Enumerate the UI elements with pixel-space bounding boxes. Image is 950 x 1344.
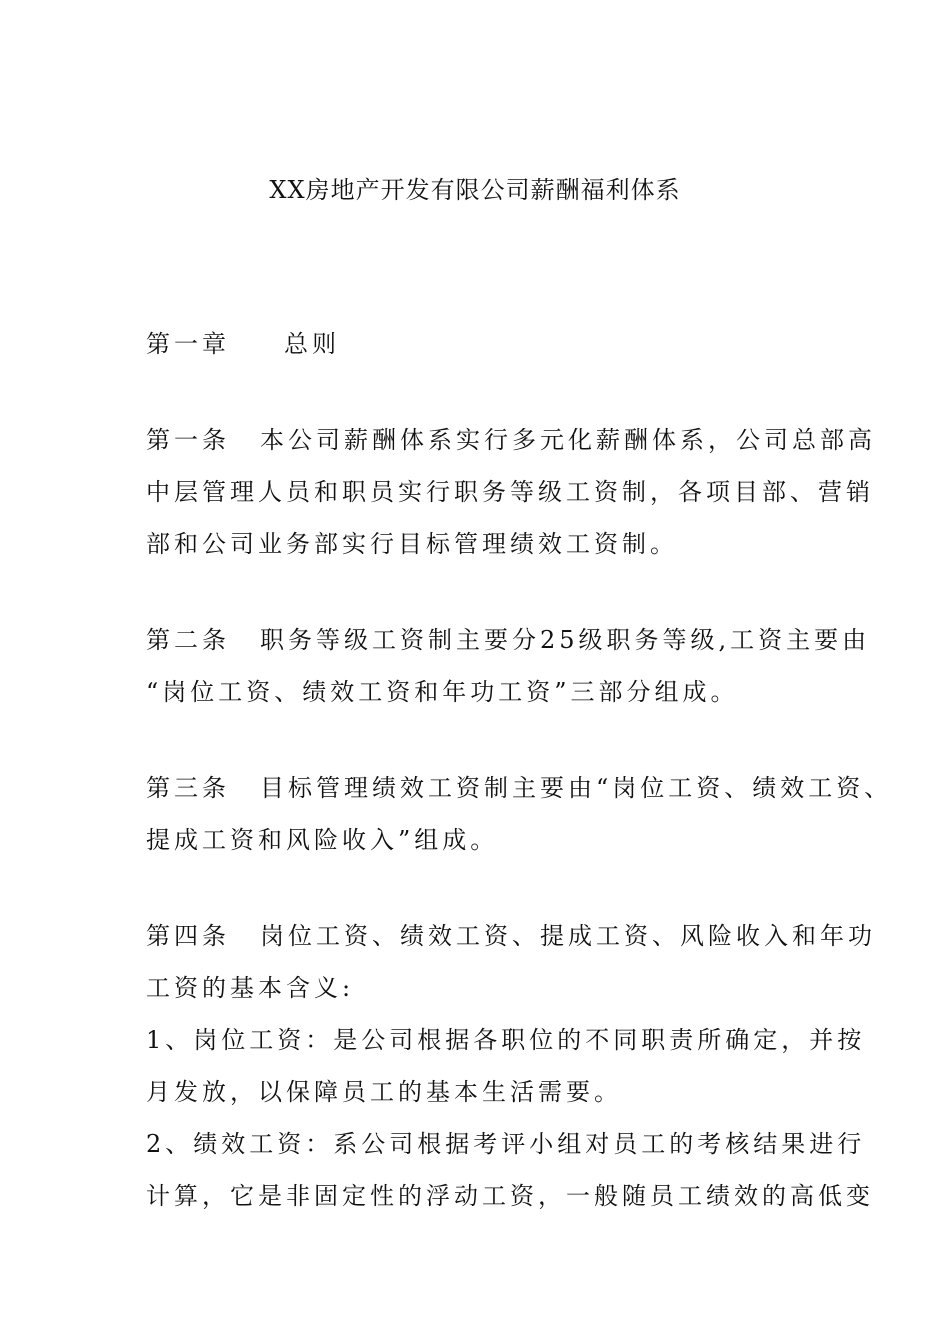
article-4-item-1-line-1: 1、岗位工资：是公司根据各职位的不同职责所确定，并按 bbox=[146, 1026, 866, 1054]
article-4-line-1 bbox=[146, 910, 876, 962]
article-1-line-1 bbox=[146, 414, 876, 466]
article-1 bbox=[146, 414, 876, 570]
chapter-name: 总则 bbox=[284, 330, 340, 358]
document-title: XX房地产开发有限公司薪酬福利体系 bbox=[269, 176, 681, 204]
article-4-item-1-line-2: 月发放，以保障员工的基本生活需要。 bbox=[146, 1078, 622, 1106]
article-3 bbox=[146, 762, 893, 866]
article-4 bbox=[146, 910, 876, 1222]
article-2 bbox=[146, 614, 871, 718]
article-3-line-2: 提成工资和风险收入”组成。 bbox=[146, 826, 499, 854]
article-3-text-1: 目标管理绩效工资制主要由“岗位工资、绩效工资、 bbox=[260, 774, 893, 802]
article-2-text-1: 职务等级工资制主要分25级职务等级,工资主要由 bbox=[260, 626, 871, 654]
article-1-line-2: 中层管理人员和职员实行职务等级工资制，各项目部、营销 bbox=[146, 478, 874, 506]
article-1-label: 第一条 bbox=[146, 426, 230, 454]
article-3-line-1 bbox=[146, 762, 893, 814]
article-1-line-3: 部和公司业务部实行目标管理绩效工资制。 bbox=[146, 530, 678, 558]
article-4-text-1: 岗位工资、绩效工资、提成工资、风险收入和年功 bbox=[260, 922, 876, 950]
chapter-heading bbox=[146, 318, 826, 370]
article-3-label: 第三条 bbox=[146, 774, 230, 802]
article-2-label: 第二条 bbox=[146, 626, 230, 654]
article-4-item-2-line-1: 2、绩效工资：系公司根据考评小组对员工的考核结果进行 bbox=[146, 1130, 866, 1158]
document-body bbox=[146, 318, 893, 1222]
article-4-line-2: 工资的基本含义: bbox=[146, 974, 355, 1002]
chapter-number: 第一章 bbox=[146, 330, 230, 358]
article-4-item-2-line-2: 计算，它是非固定性的浮动工资，一般随员工绩效的高低变 bbox=[146, 1182, 874, 1210]
article-1-text-1: 本公司薪酬体系实行多元化薪酬体系，公司总部高 bbox=[260, 426, 876, 454]
article-2-line-1 bbox=[146, 614, 871, 666]
article-2-line-2: “岗位工资、绩效工资和年功工资”三部分组成。 bbox=[146, 678, 739, 706]
article-4-label: 第四条 bbox=[146, 922, 230, 950]
